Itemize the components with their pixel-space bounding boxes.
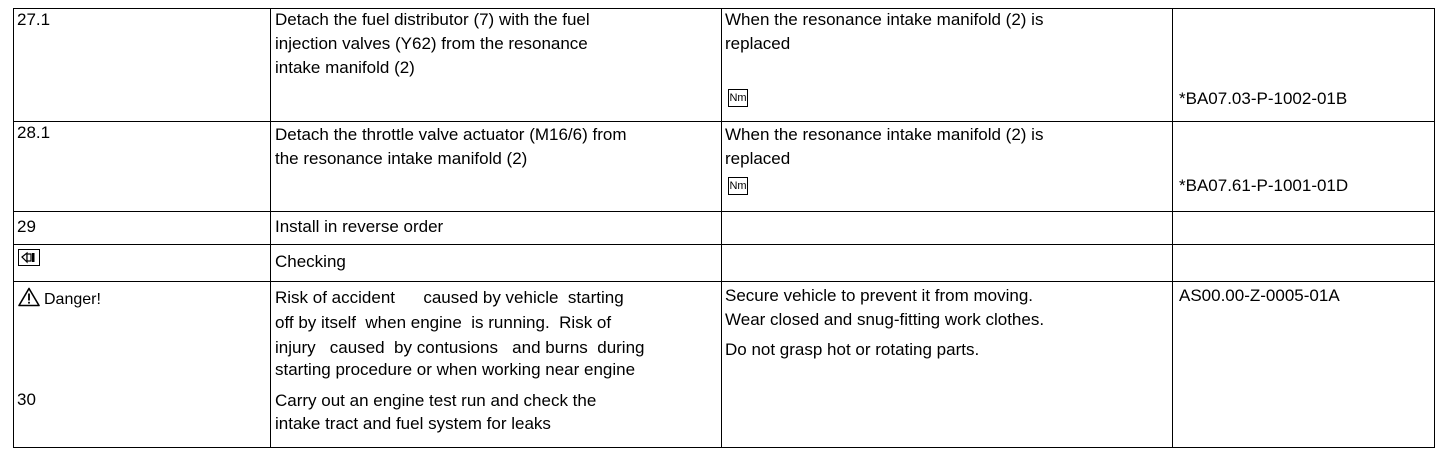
warning-triangle-icon: [18, 287, 40, 307]
table-row: [14, 212, 1434, 245]
action-text: Detach the fuel distributor (7) with the fuel: [275, 10, 590, 29]
condition-text: Secure vehicle to prevent it from moving.: [725, 286, 1034, 305]
step-number: 29: [17, 217, 36, 236]
condition-text: replaced: [725, 149, 791, 168]
table-row: [14, 282, 1434, 447]
table-row: [14, 245, 1434, 282]
torque-icon: Nm: [728, 177, 748, 195]
step-number: 30: [17, 390, 36, 409]
reference-link[interactable]: *BA07.61-P-1001-01D: [1179, 176, 1349, 195]
danger-text: Risk of accident caused by vehicle starting: [275, 288, 624, 307]
table-row: [14, 122, 1434, 212]
danger-text: starting procedure or when working near engine: [275, 360, 636, 379]
action-text: injection valves (Y62) from the resonance: [275, 34, 588, 53]
condition-text: Wear closed and snug-fitting work clothes.: [725, 310, 1045, 329]
torque-icon: Nm: [728, 89, 748, 107]
reference-link[interactable]: AS00.00-Z-0005-01A: [1179, 286, 1340, 305]
action-text: intake manifold (2): [275, 58, 415, 77]
speaker-check-icon: [18, 249, 40, 266]
danger-label: Danger!: [44, 291, 101, 308]
action-text: Install in reverse order: [275, 217, 444, 236]
condition-text: Do not grasp hot or rotating parts.: [725, 340, 980, 359]
condition-text: When the resonance intake manifold (2) is: [725, 10, 1044, 29]
column-divider: [721, 9, 722, 447]
action-text: Checking: [275, 252, 346, 271]
action-text: intake tract and fuel system for leaks: [275, 414, 551, 433]
procedure-table: [13, 8, 1435, 448]
step-number: 27.1: [17, 10, 51, 29]
condition-text: replaced: [725, 34, 791, 53]
step-number: 28.1: [17, 123, 51, 142]
danger-text: off by itself when engine is running. Risk of: [275, 313, 612, 332]
action-text: the resonance intake manifold (2): [275, 149, 528, 168]
action-text: Carry out an engine test run and check the: [275, 391, 597, 410]
danger-text: injury caused by contusions and burns during: [275, 338, 645, 357]
column-divider: [1172, 9, 1173, 447]
table-row: [14, 9, 1434, 122]
condition-text: When the resonance intake manifold (2) is: [725, 125, 1044, 144]
action-text: Detach the throttle valve actuator (M16/6) from: [275, 125, 627, 144]
reference-link[interactable]: *BA07.03-P-1002-01B: [1179, 89, 1348, 108]
column-divider: [270, 9, 271, 447]
